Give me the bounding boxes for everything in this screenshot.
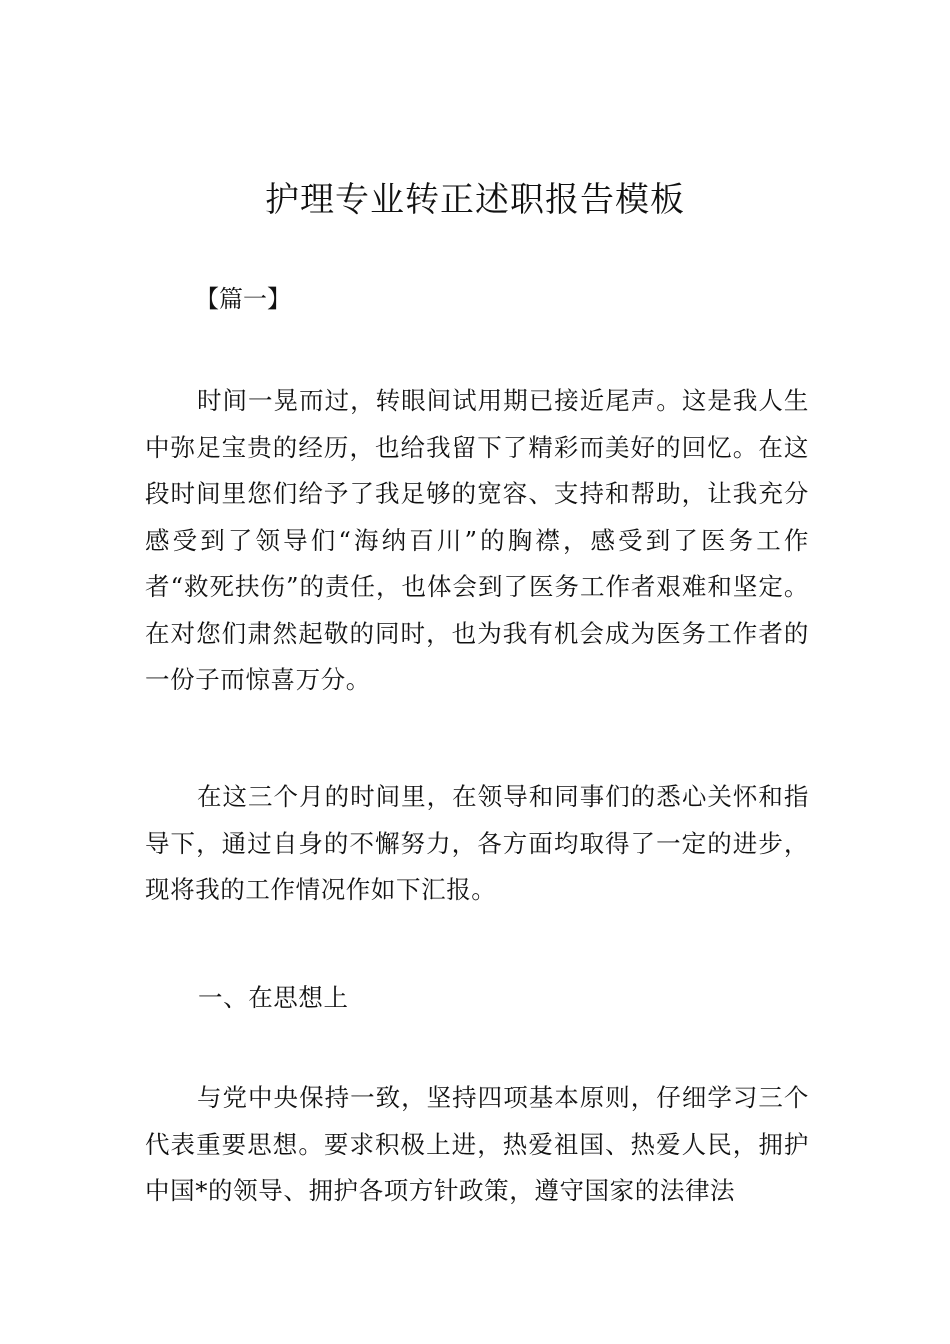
document-title: 护理专业转正述职报告模板 xyxy=(265,180,685,220)
paragraph-intro: 时间一晃而过，转眼间试用期已接近尾声。这是我人生中弥足宝贵的经历，也给我留下了精彩而美好的回忆。在这段时间里您们给予了我足够的宽容、支持和帮助，让我充分感受到了领导们“海纳百川”的胸襟，感受到了医务工作者“救死扶伤”的责任，也体会到了医务工作者艰难和坚定。在对您们肃然起敬的同时，也为我有机会成为医务工作者的一份子而惊喜万分。 xyxy=(145,386,809,694)
section-heading-thought: 一、在思想上 xyxy=(198,983,349,1012)
paragraph-thought: 与党中央保持一致，坚持四项基本原则，仔细学习三个代表重要思想。要求积极上进，热爱祖国、热爱人民，拥护中国*的领导、拥护各项方针政策，遵守国家的法律法 xyxy=(145,1083,809,1205)
section-label: 【篇一】 xyxy=(195,285,291,313)
paragraph-summary: 在这三个月的时间里，在领导和同事们的悉心关怀和指导下，通过自身的不懈努力，各方面均取得了一定的进步，现将我的工作情况作如下汇报。 xyxy=(145,782,809,904)
